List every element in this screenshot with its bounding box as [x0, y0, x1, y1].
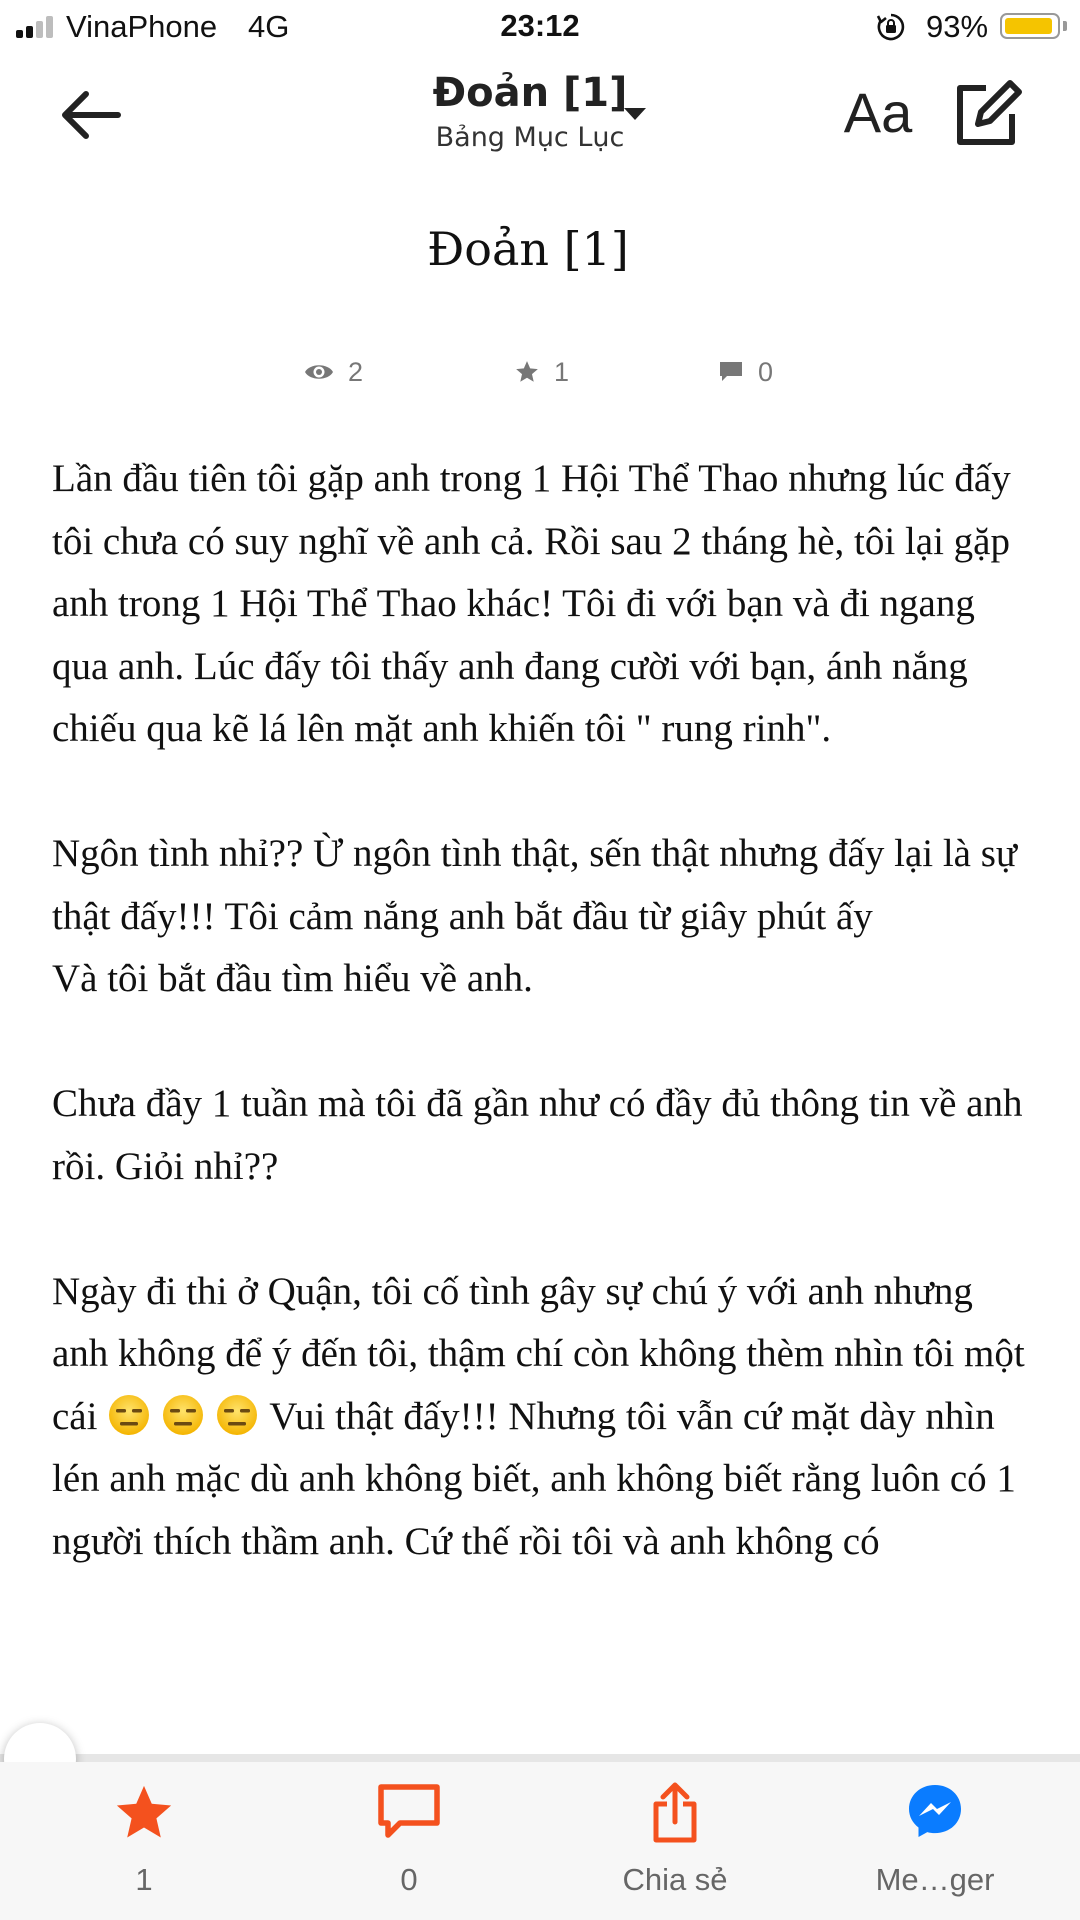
font-settings-button[interactable]: Aa [843, 81, 913, 144]
comment-icon [718, 360, 744, 384]
expressionless-face-emoji [161, 1393, 205, 1437]
story-body [52, 448, 1032, 1636]
battery-icon [1000, 13, 1060, 39]
share-label: Chia sẻ [622, 1862, 728, 1897]
status-time: 23:12 [500, 8, 580, 43]
battery-tip [1063, 21, 1067, 31]
bottom-toolbar [0, 1762, 1080, 1920]
views-count: 2 [348, 356, 364, 387]
story-text: Vui thật đấy!!! Nhưng tôi vẫn cứ mặt dày nhìn lén anh mặc dù anh không biết, anh không biết rằng luôn có 1 người thích thầm anh. Cứ thế rồi tôi và anh không có [52, 1394, 1016, 1563]
expressionless-face-emoji [215, 1393, 259, 1437]
reading-progress-track [0, 1754, 1080, 1762]
chapter-stats [0, 352, 1080, 392]
comment-icon [376, 1782, 442, 1842]
story-paragraph [52, 1261, 1032, 1574]
rotation-lock-icon [876, 12, 906, 42]
share-button[interactable] [575, 1762, 775, 1920]
emoji-group [107, 1395, 269, 1438]
vote-button[interactable] [44, 1762, 244, 1920]
votes-stat [514, 352, 569, 392]
battery-percent: 93% [926, 9, 989, 44]
views-stat [304, 352, 363, 392]
expressionless-face-emoji [107, 1393, 151, 1437]
vote-count: 1 [135, 1862, 153, 1897]
story-paragraph: Ngôn tình nhỉ?? Ừ ngôn tình thật, sến thật nhưng đấy lại là sự thật đấy!!! Tôi cảm nắng anh bắt đầu từ giây phút ấy Và tôi bắt đầu tìm hiểu về anh. [52, 832, 1018, 1000]
star-icon [514, 359, 540, 385]
comment-button[interactable] [309, 1762, 509, 1920]
story-part-title: Đoản [1] [432, 70, 628, 116]
messenger-icon [906, 1782, 964, 1840]
arrow-left-icon[interactable] [56, 80, 126, 150]
story-paragraph: Lần đầu tiên tôi gặp anh trong 1 Hội Thể Thao nhưng lúc đấy tôi chưa có suy nghĩ về anh cả. Rồi sau 2 tháng hè, tôi lại gặp anh trong 1 Hội Thể Thao khác! Tôi đi với bạn và đi ngang qua anh. Lúc đấy tôi thấy anh đang cười với bạn, ánh nắng chiếu qua kẽ lá lên mặt anh khiến tôi " rung rinh". [52, 457, 1011, 750]
messenger-label: Me…ger [875, 1862, 995, 1897]
messenger-button[interactable] [835, 1762, 1035, 1920]
comment-count: 0 [400, 1862, 418, 1897]
caret-down-icon[interactable] [622, 104, 648, 124]
eye-icon [304, 361, 334, 383]
table-of-contents-label: Bảng Mục Lục [435, 122, 625, 153]
story-paragraph: Chưa đầy 1 tuần mà tôi đã gần như có đầy đủ thông tin về anh rồi. Giỏi nhỉ?? [52, 1082, 1023, 1188]
status-bar [0, 0, 1080, 54]
network-type: 4G [248, 9, 290, 44]
share-icon [650, 1782, 700, 1844]
chapter-title: Đoản [1] [427, 222, 629, 276]
battery-level [1005, 18, 1052, 34]
reader-header [0, 54, 1080, 194]
star-icon [113, 1782, 175, 1844]
edit-icon[interactable] [950, 76, 1024, 150]
carrier-name: VinaPhone [66, 9, 218, 44]
story-text: Ngày đi thi ở Quận, tôi cố tình gây sự chú ý với anh nhưng anh không để ý đến tôi, thậm chí còn không thèm nhìn tôi một cái [52, 1269, 1025, 1438]
comments-stat [718, 352, 773, 392]
votes-count: 1 [554, 356, 570, 387]
comments-count: 0 [758, 356, 774, 387]
